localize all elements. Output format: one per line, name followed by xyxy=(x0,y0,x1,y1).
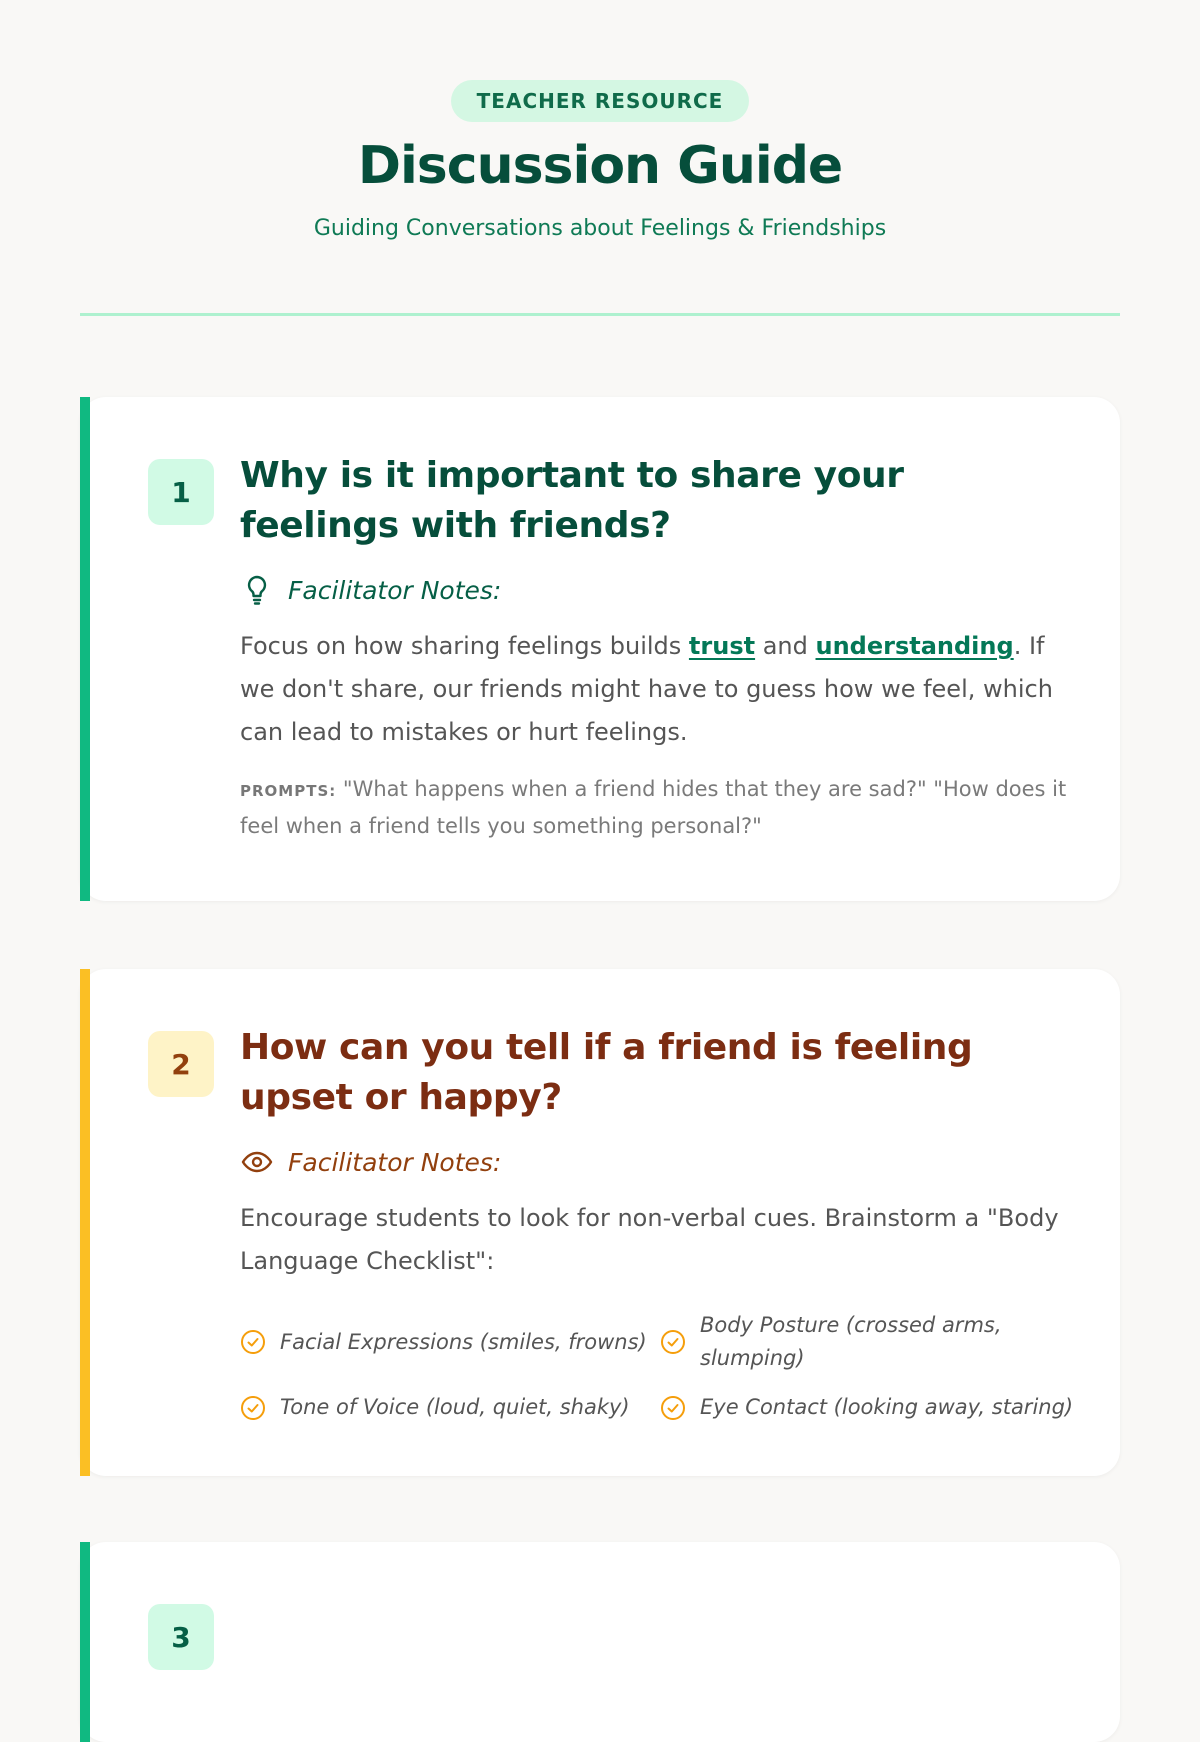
question-number: 2 xyxy=(148,1031,214,1097)
question-text: Why is it important to share your feelings with friends? xyxy=(240,455,904,546)
check-circle-icon xyxy=(240,1395,266,1421)
prompts-label: PROMPTS: xyxy=(240,782,337,800)
page-header xyxy=(0,0,1200,241)
keyword-understanding: understanding xyxy=(815,632,1014,660)
checklist-item xyxy=(660,1391,1080,1424)
page-title: Discussion Guide xyxy=(357,136,843,196)
body-language-checklist xyxy=(240,1309,1074,1424)
page-subtitle: Guiding Conversations about Feelings & Friendships xyxy=(313,216,887,241)
check-circle-icon xyxy=(660,1329,686,1355)
notes-text: . If we don't share, our friends might have to guess how we feel, which can lead to mistakes or hurt feelings. xyxy=(240,632,1053,746)
checklist-item xyxy=(240,1309,660,1375)
checklist-text: Body Posture (crossed arms, slumping) xyxy=(700,1313,1002,1370)
question-card-1 xyxy=(80,397,1120,901)
checklist-item xyxy=(240,1391,660,1424)
notes-body: Encourage students to look for non-verbal cues. Brainstorm a "Body Language Checklist": xyxy=(240,1204,1059,1275)
facilitator-notes-label: Facilitator Notes: xyxy=(288,575,502,605)
check-circle-icon xyxy=(240,1329,266,1355)
checklist-text: Tone of Voice (loud, quiet, shaky) xyxy=(280,1395,630,1419)
prompts-text: "What happens when a friend hides that they are sad?" "How does it feel when a friend tells you something personal?" xyxy=(240,777,1067,838)
question-card-3 xyxy=(80,1542,1120,1742)
header-divider xyxy=(80,313,1120,316)
question-number: 3 xyxy=(148,1604,214,1670)
discussion-prompts xyxy=(240,772,1070,844)
eye-icon xyxy=(240,1145,274,1179)
resource-badge: TEACHER RESOURCE xyxy=(451,80,750,122)
keyword-trust: trust xyxy=(688,632,756,660)
question-card-2 xyxy=(80,969,1120,1476)
notes-body xyxy=(240,625,1070,754)
lightbulb-icon xyxy=(240,573,274,607)
facilitator-notes-heading xyxy=(240,1145,1070,1179)
checklist-text: Facial Expressions (smiles, frowns) xyxy=(280,1329,647,1354)
notes-text: and xyxy=(755,632,816,660)
facilitator-notes-heading xyxy=(240,573,1070,607)
check-circle-icon xyxy=(660,1395,686,1421)
notes-text: Focus on how sharing feelings builds xyxy=(240,632,689,660)
question-number: 1 xyxy=(148,459,214,525)
checklist-item xyxy=(660,1309,1080,1375)
facilitator-notes-label: Facilitator Notes: xyxy=(288,1147,502,1177)
checklist-text: Eye Contact (looking away, staring) xyxy=(700,1395,1074,1419)
question-text: How can you tell if a friend is feeling upset or happy? xyxy=(240,1027,973,1118)
